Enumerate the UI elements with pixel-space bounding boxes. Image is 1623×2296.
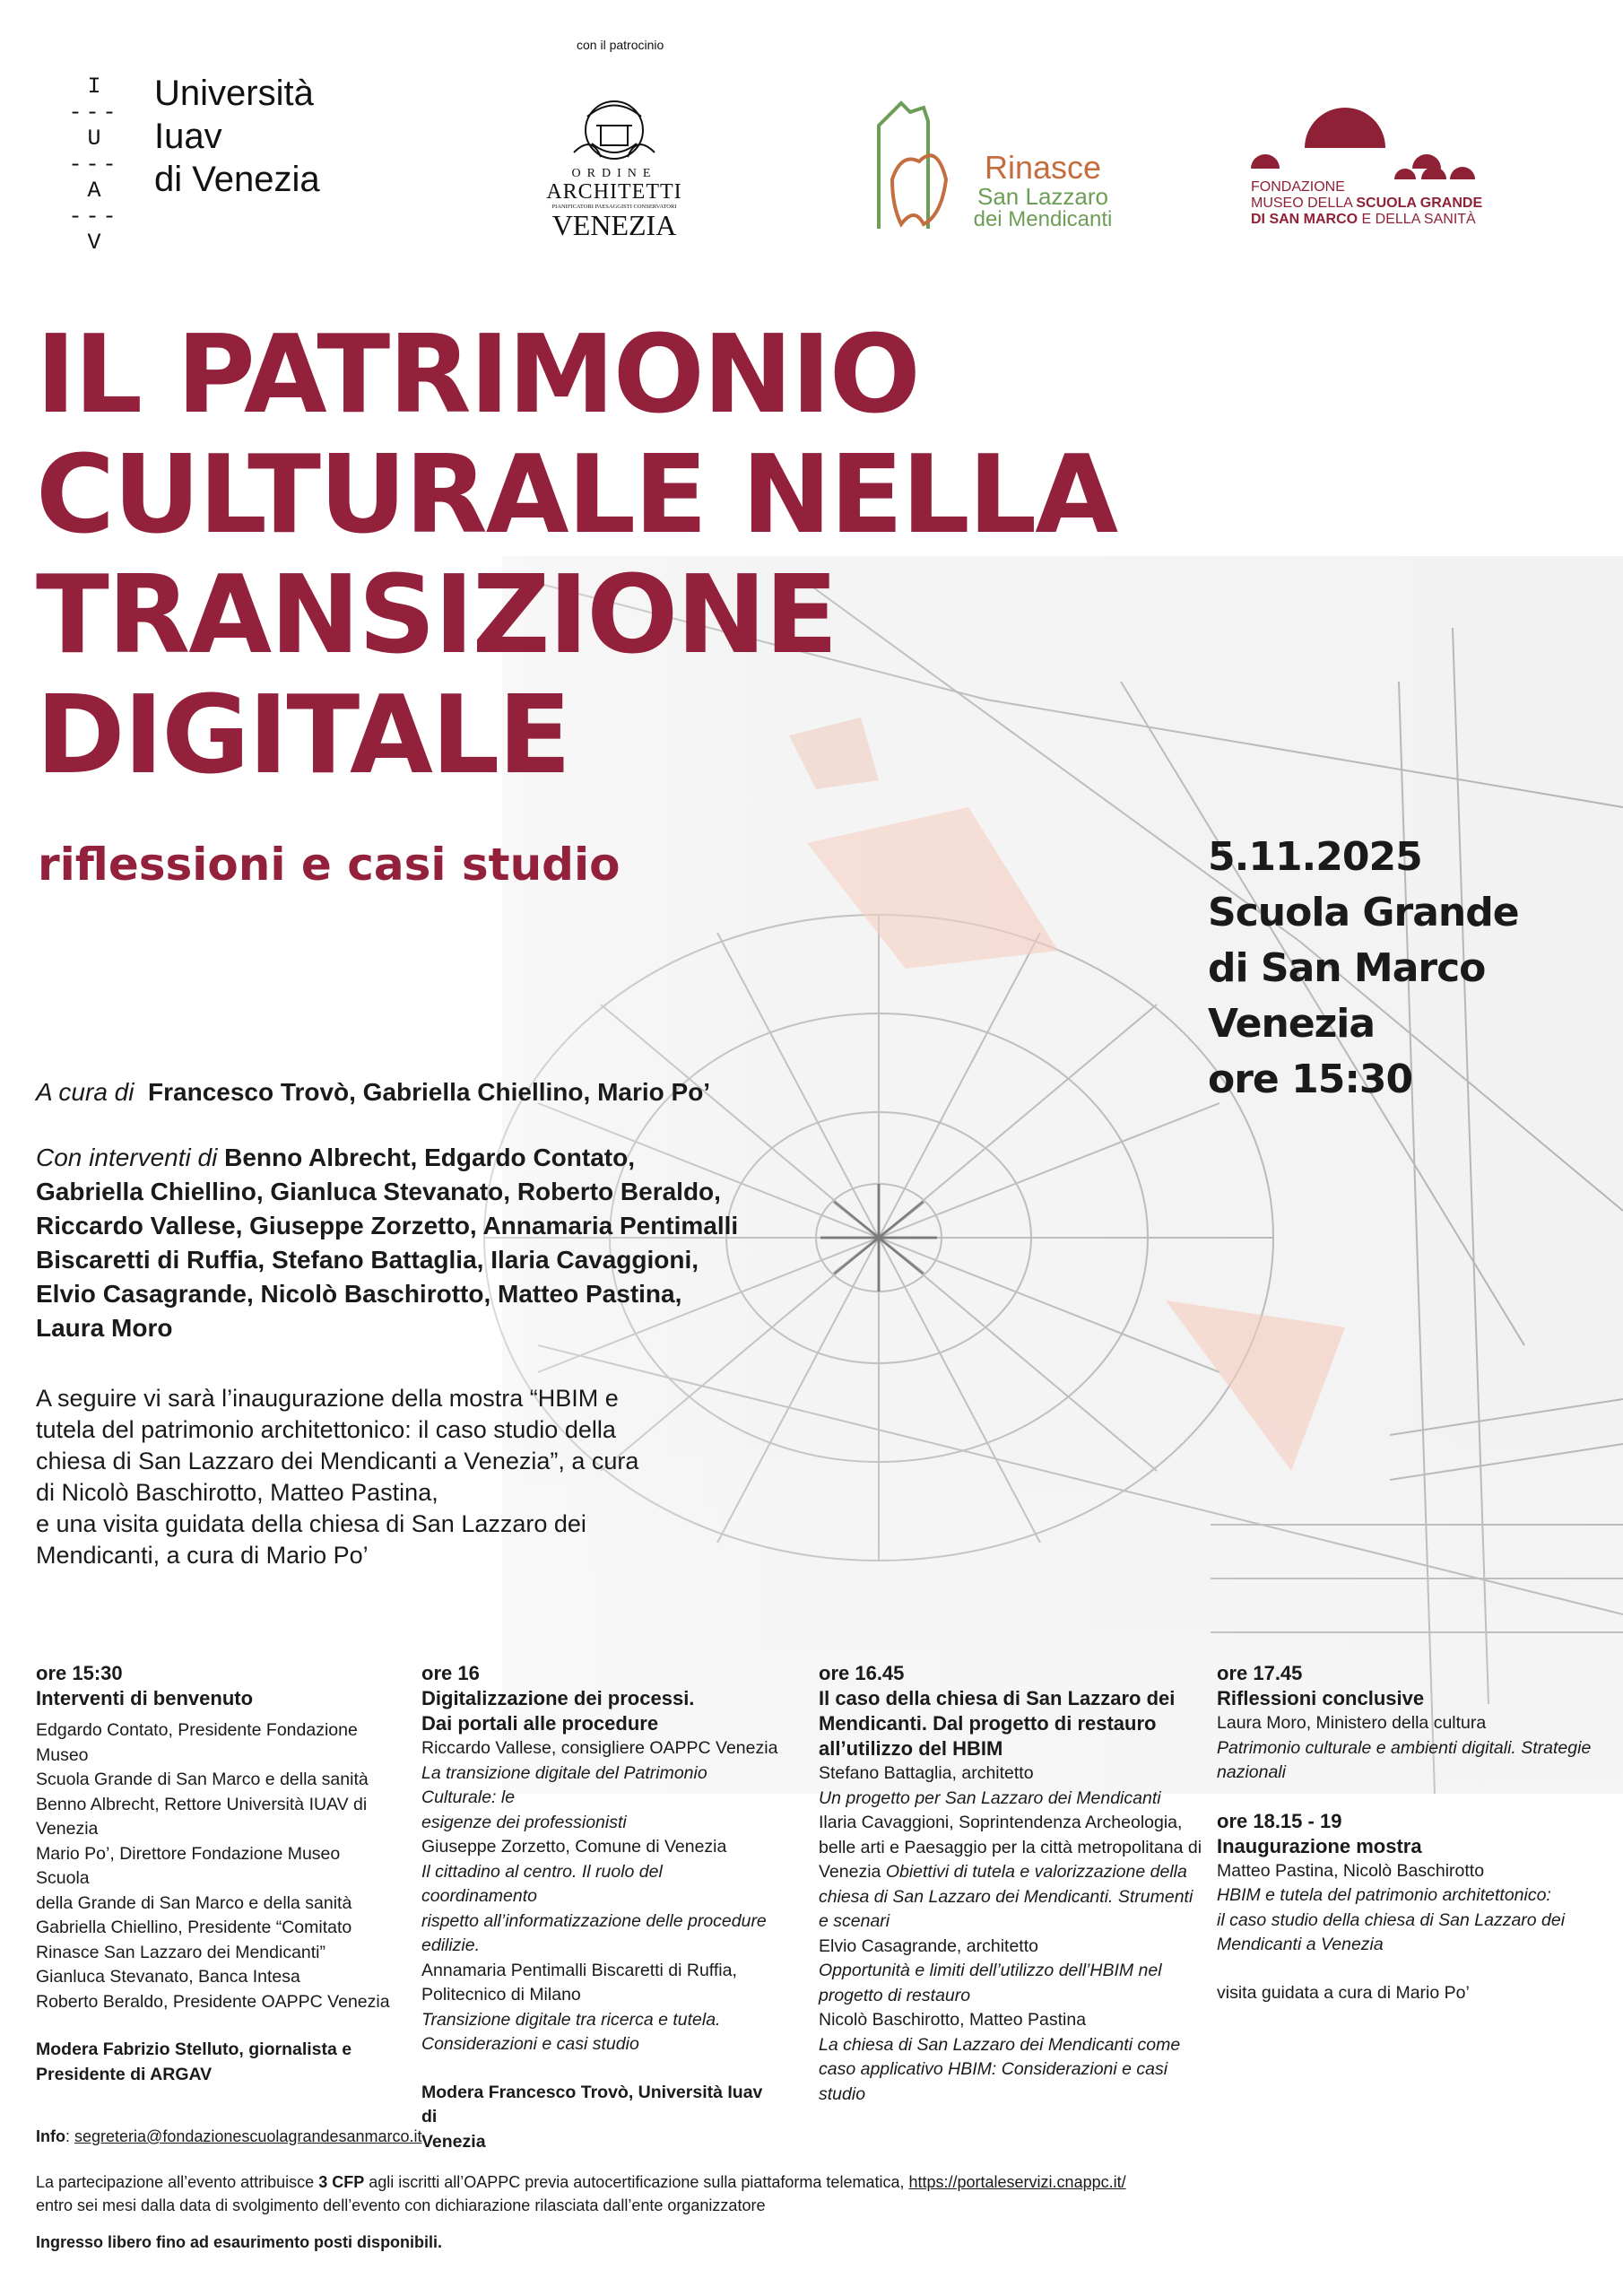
cfp-line (36, 2170, 1560, 2194)
talk-title: La chiesa di San Lazzaro dei Mendicanti come (819, 2034, 1181, 2055)
program-column-welcome (36, 1661, 395, 2087)
footer-entry-note: Ingresso libero fino ad esaurimento posti disponibili. (36, 2233, 443, 2251)
session-title: Interventi di benvenuto (36, 1687, 254, 1709)
speaker-line: Gianluca Stevanato, Banca Intesa (36, 1967, 300, 1987)
moderator-line: Venezia (421, 2131, 486, 2152)
speaker-line: belle arti e Paesaggio per la città metropolitana di (819, 1837, 1202, 1857)
iuav-separator: --- (68, 204, 120, 230)
fondazione-line (1251, 196, 1538, 212)
page-subtitle: riflessioni e casi studio (38, 839, 621, 891)
talk-title: Obiettivi di tutela e valorizzazione della (885, 1862, 1187, 1882)
speaker-line: Matteo Pastina, Nicolò Baschirotto (1217, 1860, 1485, 1881)
fondazione-line (1251, 212, 1538, 228)
fondazione-bold: SCUOLA GRANDE (1356, 196, 1483, 211)
speaker-line (819, 1860, 1213, 1885)
cfp-text: La partecipazione all’evento attribuisce (36, 2173, 319, 2191)
speaker-line: Laura Moro, Ministero della cultura (1217, 1713, 1487, 1733)
moderator-line: Modera Fabrizio Stelluto, giornalista e (36, 2039, 352, 2059)
cfp-portal-link[interactable]: https://portaleservizi.cnappc.it/ (908, 2173, 1126, 2191)
speaker-names: Biscaretti di Ruffia, Stefano Battaglia, Ilaria Cavaggioni, (36, 1246, 699, 1274)
fondazione-plain: MUSEO DELLA (1251, 196, 1357, 211)
title-line: CULTURALE NELLA (36, 433, 1117, 558)
speaker-names: Gabriella Chiellino, Gianluca Stevanato, Roberto Beraldo, (36, 1178, 721, 1205)
footer-info: Info: segreteria@fondazionescuolagrandesanmarco.it (36, 2127, 422, 2145)
info-email-link[interactable]: segreteria@fondazionescuolagrandesanmarco.it (74, 2127, 422, 2145)
speaker-names: Elvio Casagrande, Nicolò Baschirotto, Matteo Pastina, (36, 1280, 682, 1308)
session-title: Mendicanti. Dal progetto di restauro (819, 1712, 1157, 1735)
speaker-line: Rinasce San Lazzaro dei Mendicanti” (36, 1942, 326, 1962)
session-time: ore 16 (421, 1662, 480, 1684)
talk-title: rispetto all’informatizzazione delle procedure (421, 1910, 767, 1931)
talk-title: edilizie. (421, 1935, 481, 1955)
speaker-line: Scuola Grande di San Marco e della sanità (36, 1770, 369, 1789)
fondazione-bold: DI SAN MARCO (1251, 212, 1358, 227)
session-title: Inaugurazione mostra (1217, 1834, 1422, 1857)
event-date: 5.11.2025 (1208, 834, 1422, 880)
iuav-logo-mark (63, 74, 126, 256)
program-column-digitalizzazione (421, 1661, 780, 2154)
speaker-line: Roberto Beraldo, Presidente OAPPC Venezia (36, 1991, 390, 2012)
exhibition-announcement (36, 1383, 681, 1571)
iuav-letter: A (87, 178, 101, 204)
speaker-line: Gabriella Chiellino, Presidente “Comitato (36, 1918, 352, 1937)
page-title (36, 313, 1471, 798)
talk-title: il caso studio della chiesa di San Lazzaro dei (1217, 1909, 1566, 1930)
visit-line: visita guidata a cura di Mario Po’ (1217, 1982, 1470, 2003)
footer-cfp (36, 2170, 1560, 2217)
talk-title: esigenze dei professionisti (421, 1812, 627, 1832)
title-line: DIGITALE (36, 674, 570, 798)
session-title: Dai portali alle procedure (421, 1712, 659, 1735)
speaker-names: Benno Albrecht, Edgardo Contato, (224, 1144, 635, 1171)
session-title: Il caso della chiesa di San Lazzaro dei (819, 1687, 1176, 1709)
talk-title: Patrimonio culturale e ambienti digitali. Strategie (1217, 1737, 1592, 1758)
announcement-line: Mendicanti, a cura di Mario Po’ (36, 1542, 369, 1569)
talk-title: Opportunità e limiti dell’utilizzo dell’HBIM nel (819, 1961, 1162, 1980)
cfp-credits: 3 CFP (318, 2173, 365, 2191)
talk-title: e scenari (819, 1911, 890, 1931)
curators-names: Francesco Trovò, Gabriella Chiellino, Mario Po’ (148, 1078, 711, 1106)
rinasce-line: Rinasce (984, 149, 1102, 186)
session-time: ore 16.45 (819, 1662, 905, 1684)
event-venue: di San Marco (1208, 945, 1486, 991)
rinasce-logo (958, 151, 1128, 231)
moderator-line: Modera Francesco Trovò, Università Iuav di (421, 2082, 763, 2126)
iuav-name-line: di Venezia (154, 160, 320, 199)
fondazione-line: FONDAZIONE (1251, 179, 1345, 195)
speakers-line (36, 1141, 771, 1175)
iuav-separator: --- (68, 152, 120, 178)
iuav-letter: V (87, 230, 101, 256)
announcement-line: A seguire vi sarà l’inaugurazione della mostra “HBIM e (36, 1385, 619, 1412)
talk-title: La transizione digitale del Patrimonio Culturale: le (421, 1762, 707, 1807)
talk-title: Considerazioni e casi studio (421, 2034, 639, 2054)
program-column-conclusioni (1217, 1661, 1602, 2005)
speaker-line: Elvio Casagrande, architetto (819, 1935, 1038, 1956)
speakers-line (36, 1209, 771, 1243)
speaker-line: Mario Po’, Direttore Fondazione Museo Scuola (36, 1843, 341, 1888)
speakers-label: Con interventi di (36, 1144, 218, 1171)
ordine-line: VENEZIA (551, 209, 677, 241)
patrocinio-label: con il patrocinio (577, 38, 664, 52)
fondazione-logo (1251, 179, 1538, 228)
event-city: Venezia (1208, 1001, 1376, 1047)
session-time: ore 17.45 (1217, 1662, 1303, 1684)
event-venue: Scuola Grande (1208, 890, 1519, 935)
talk-title: studio (819, 2083, 866, 2104)
speaker-names: Laura Moro (36, 1314, 173, 1342)
info-label: Info (36, 2127, 65, 2145)
speaker-line: Riccardo Vallese, consigliere OAPPC Venezia (421, 1738, 778, 1758)
speaker-line: Giuseppe Zorzetto, Comune di Venezia (421, 1837, 727, 1857)
rinasce-line: dei Mendicanti (973, 207, 1113, 231)
talk-title: Transizione digitale tra ricerca e tutela. (421, 2009, 721, 2030)
talk-title: HBIM e tutela del patrimonio architettonico: (1217, 1885, 1551, 1905)
speaker-line: Edgardo Contato, Presidente Fondazione Museo (36, 1720, 358, 1765)
curators-label: A cura di (36, 1078, 135, 1106)
speakers-line (36, 1175, 771, 1209)
iuav-name-line: Iuav (154, 117, 222, 156)
session-title: Riflessioni conclusive (1217, 1687, 1425, 1709)
iuav-letter: U (87, 126, 101, 152)
speaker-line: Benno Albrecht, Rettore Università IUAV di (36, 1794, 368, 1814)
session-title: Digitalizzazione dei processi. (421, 1687, 695, 1709)
announcement-line: e una visita guidata della chiesa di San Lazzaro dei (36, 1510, 586, 1537)
talk-title: chiesa di San Lazzaro dei Mendicanti. Strumenti (819, 1886, 1193, 1907)
announcement-line: tutela del patrimonio architettonico: il caso studio della (36, 1416, 616, 1443)
speaker-line: Stefano Battaglia, architetto (819, 1763, 1034, 1783)
ordine-line: ARCHITETTI (546, 180, 682, 204)
speaker-fragment: Venezia (819, 1862, 886, 1882)
title-line: TRANSIZIONE (36, 553, 837, 678)
iuav-name-line: Università (154, 74, 314, 113)
announcement-line: di Nicolò Baschirotto, Matteo Pastina, (36, 1479, 438, 1506)
speaker-line: Annamaria Pentimalli Biscaretti di Ruffia, (421, 1960, 737, 1980)
fondazione-domes-icon (1251, 108, 1484, 184)
session-title: all’utilizzo del HBIM (819, 1737, 1003, 1760)
event-info (1208, 830, 1519, 1108)
session-time: ore 15:30 (36, 1662, 123, 1684)
ordine-line: PIANIFICATORI PAESAGGISTI CONSERVATORI (551, 204, 677, 210)
event-time: ore 15:30 (1208, 1057, 1413, 1102)
iuav-separator: --- (68, 100, 120, 126)
program-column-san-lazzaro (819, 1661, 1213, 2107)
cfp-text: agli iscritti all’OAPPC previa autocertificazione sulla piattaforma telematica, (364, 2173, 909, 2191)
title-line: IL PATRIMONIO (36, 313, 919, 438)
speaker-line: Politecnico di Milano (421, 1985, 581, 2005)
speaker-names: Riccardo Vallese, Giuseppe Zorzetto, Annamaria Pentimalli (36, 1212, 739, 1239)
talk-title: Mendicanti a Venezia (1217, 1935, 1384, 1954)
talk-title: Un progetto per San Lazzaro dei Mendicanti (819, 1787, 1161, 1808)
talk-title: progetto di restauro (819, 1985, 971, 2005)
announcement-line: chiesa di San Lazzaro dei Mendicanti a Venezia”, a cura (36, 1448, 639, 1474)
talk-title: Il cittadino al centro. Il ruolo del coordinamento (421, 1861, 663, 1906)
speaker-line: Ilaria Cavaggioni, Soprintendenza Archeologia, (819, 1813, 1183, 1832)
speakers (36, 1141, 771, 1345)
curators (36, 1078, 710, 1107)
fondazione-plain: E DELLA SANITÀ (1358, 212, 1476, 227)
speaker-line: della Grande di San Marco e della sanità (36, 1892, 352, 1913)
ordine-line: ORDINE (571, 167, 657, 180)
rinasce-line: San Lazzaro (977, 183, 1108, 210)
ordine-architetti-logo (534, 167, 695, 239)
talk-title: nazionali (1217, 1762, 1286, 1782)
cfp-line: entro sei mesi dalla data di svolgimento dell’evento con dichiarazione rilasciata dall’ente organizzatore (36, 2196, 766, 2214)
speakers-line (36, 1311, 771, 1345)
session-time: ore 18.15 - 19 (1217, 1809, 1342, 1832)
talk-title: caso applicativo HBIM: Considerazioni e casi (819, 2059, 1168, 2079)
speaker-line: Nicolò Baschirotto, Matteo Pastina (819, 2010, 1087, 2030)
speaker-line: Venezia (36, 1819, 99, 1839)
speakers-line (36, 1243, 771, 1277)
moderator-line: Presidente di ARGAV (36, 2064, 213, 2084)
speakers-line (36, 1277, 771, 1311)
iuav-letter: I (87, 74, 101, 100)
iuav-logo-name (154, 72, 320, 201)
